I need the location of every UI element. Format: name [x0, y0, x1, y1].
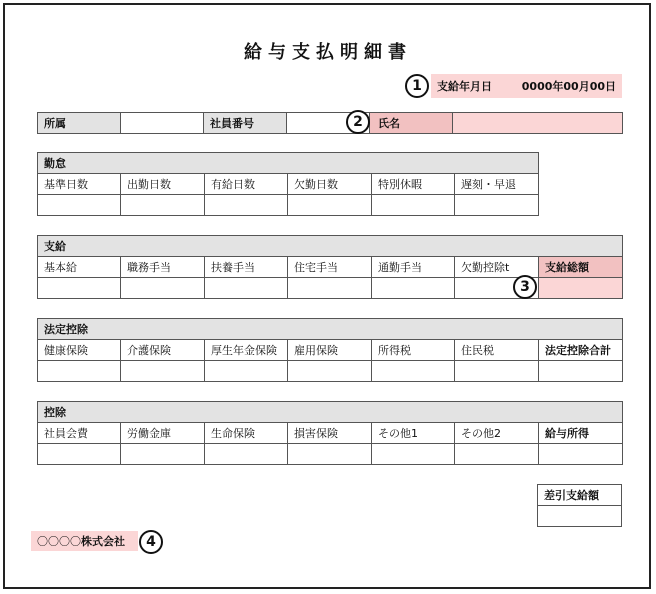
legal-deduction-col: 健康保険: [38, 340, 121, 361]
legal-deduction-table: [37, 318, 623, 382]
deduction-value-cell[interactable]: [455, 444, 539, 465]
deduction-value-cell[interactable]: [372, 444, 455, 465]
attendance-value-cell[interactable]: [372, 195, 455, 216]
attendance-value-cell[interactable]: [121, 195, 205, 216]
attendance-value-cell[interactable]: [288, 195, 372, 216]
legal-deduction-col: 住民税: [455, 340, 539, 361]
attendance-col: 有給日数: [205, 174, 288, 195]
payment-value-cell[interactable]: [38, 278, 121, 299]
deduction-value-cell[interactable]: [288, 444, 372, 465]
payment-total-label: 支給総額: [539, 257, 623, 278]
marker-1: 1: [405, 74, 429, 98]
legal-deduction-total-label: 法定控除合計: [539, 340, 623, 361]
company-suffix: 株式会社: [81, 535, 125, 548]
name-value[interactable]: [453, 113, 623, 134]
payment-col: 通勤手当: [372, 257, 455, 278]
payment-col: 職務手当: [121, 257, 205, 278]
deduction-col: 生命保険: [205, 423, 288, 444]
attendance-col: 特別休暇: [372, 174, 455, 195]
name-label: 氏名: [370, 113, 453, 134]
dept-label: 所属: [38, 113, 121, 134]
deduction-table: [37, 401, 623, 465]
payment-date-value: 0000年00月00日: [521, 80, 616, 93]
legal-deduction-value-cell[interactable]: [288, 361, 372, 382]
payment-value-cell[interactable]: [288, 278, 372, 299]
attendance-value-cell[interactable]: [38, 195, 121, 216]
payment-value-cell[interactable]: [121, 278, 205, 299]
employee-info-table: [37, 112, 623, 134]
payment-value-cell[interactable]: [372, 278, 455, 299]
net-pay-table: [537, 484, 622, 527]
legal-deduction-col: 介護保険: [121, 340, 205, 361]
deduction-col: その他1: [372, 423, 455, 444]
company-name: [31, 531, 138, 551]
deduction-title: 控除: [38, 402, 623, 423]
deduction-value-cell[interactable]: [38, 444, 121, 465]
payment-col: 住宅手当: [288, 257, 372, 278]
attendance-col: 出勤日数: [121, 174, 205, 195]
deduction-total-label: 給与所得: [539, 423, 623, 444]
attendance-col: 遅刻・早退: [455, 174, 539, 195]
payment-value-cell[interactable]: [205, 278, 288, 299]
attendance-table: [37, 152, 539, 216]
net-pay-label: 差引支給額: [538, 485, 622, 506]
legal-deduction-value-cell[interactable]: [372, 361, 455, 382]
deduction-col: その他2: [455, 423, 539, 444]
payment-col: 欠勤控除t: [455, 257, 539, 278]
deduction-total-value[interactable]: [539, 444, 623, 465]
payment-total-value[interactable]: [539, 278, 623, 299]
legal-deduction-value-cell[interactable]: [38, 361, 121, 382]
legal-deduction-col: 所得税: [372, 340, 455, 361]
deduction-col: 損害保険: [288, 423, 372, 444]
payment-title: 支給: [38, 236, 623, 257]
payment-date-field: [431, 74, 622, 98]
attendance-value-cell[interactable]: [455, 195, 539, 216]
legal-deduction-value-cell[interactable]: [121, 361, 205, 382]
attendance-value-cell[interactable]: [205, 195, 288, 216]
legal-deduction-col: 厚生年金保険: [205, 340, 288, 361]
marker-4: 4: [139, 530, 163, 554]
legal-deduction-title: 法定控除: [38, 319, 623, 340]
emp-no-label: 社員番号: [204, 113, 287, 134]
legal-deduction-value-cell[interactable]: [205, 361, 288, 382]
net-pay-value[interactable]: [538, 506, 622, 527]
deduction-col: 労働金庫: [121, 423, 205, 444]
deduction-col: 社員会費: [38, 423, 121, 444]
dept-value[interactable]: [121, 113, 204, 134]
payment-col: 基本給: [38, 257, 121, 278]
attendance-title: 勤怠: [38, 153, 539, 174]
attendance-col: 基準日数: [38, 174, 121, 195]
legal-deduction-col: 雇用保険: [288, 340, 372, 361]
deduction-value-cell[interactable]: [205, 444, 288, 465]
attendance-col: 欠勤日数: [288, 174, 372, 195]
marker-3: 3: [513, 275, 537, 299]
payment-date-label: 支給年月日: [437, 80, 492, 93]
marker-2: 2: [346, 110, 370, 134]
legal-deduction-total-value[interactable]: [539, 361, 623, 382]
company-prefix: 〇〇〇〇: [37, 535, 81, 548]
payment-col: 扶養手当: [205, 257, 288, 278]
document-title: 給与支払明細書: [244, 42, 412, 63]
legal-deduction-value-cell[interactable]: [455, 361, 539, 382]
deduction-value-cell[interactable]: [121, 444, 205, 465]
